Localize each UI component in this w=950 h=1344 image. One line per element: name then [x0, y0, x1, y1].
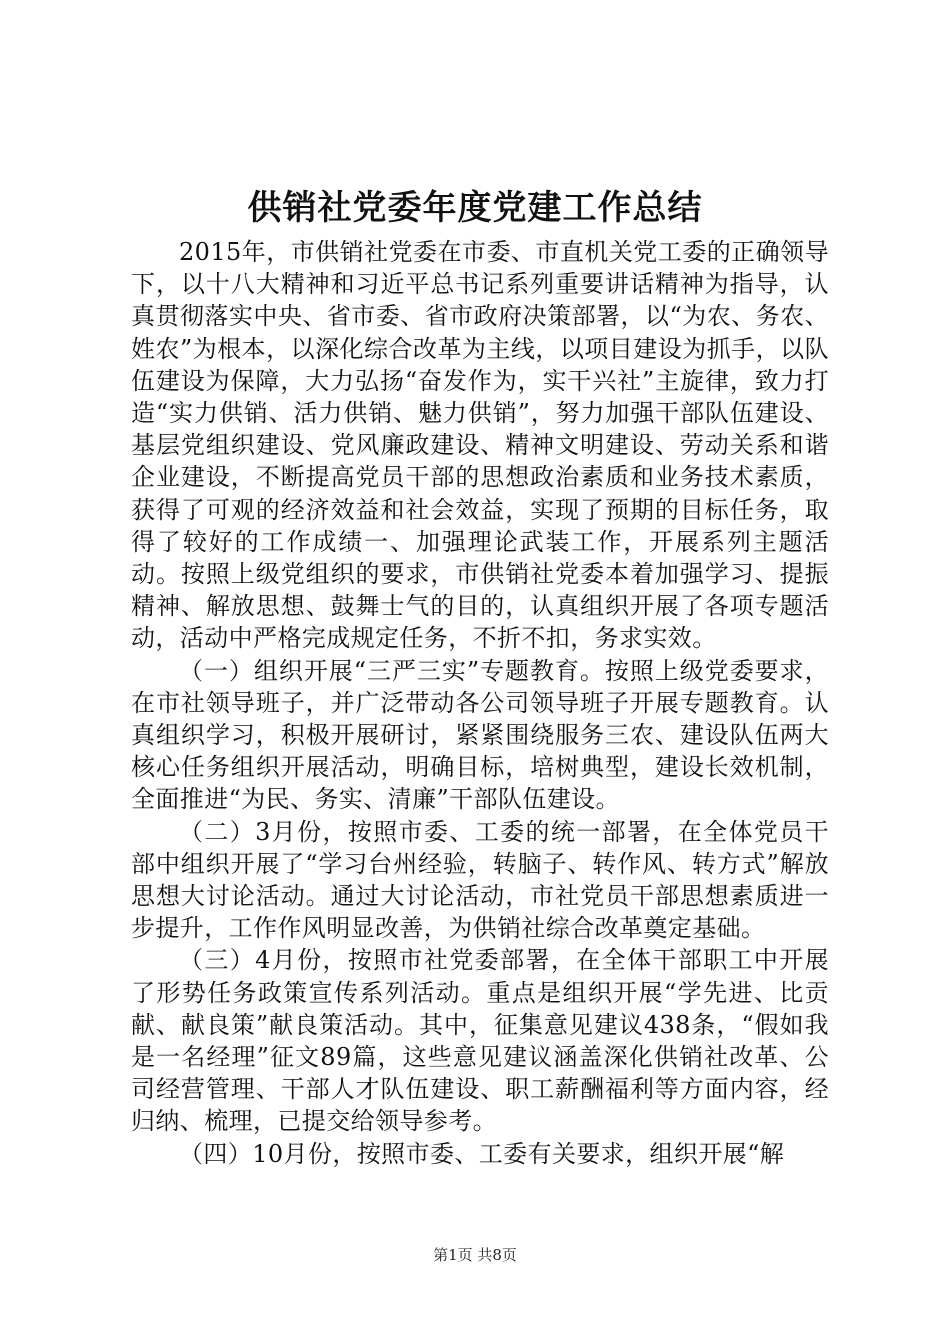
paragraph-item-3: （三）4月份，按照市社党委部署，在全体干部职工中开展了形势任务政策宣传系列活动。重点是组织开展“学先进、比贡献、献良策”献良策活动。其中，征集意见建议438条，“假如我是一名经理”征文89篇，这些意见建议涵盖深化供销社改革、公司经营管理、干部人才队伍建设、职工薪酬福利等方面内容，经归纳、梳理，已提交给领导参考。	[131, 946, 829, 1136]
paragraph-item-4: （四）10月份，按照市委、工委有关要求，组织开展“解	[179, 1139, 785, 1168]
paragraph-item-1: （一）组织开展“三严三实”专题教育。按照上级党委要求，在市社领导班子，并广泛带动各公司领导班子开展专题教育。认真组织学习，积极开展研讨，紧紧围绕服务三农、建设队伍两大核心任务组织开展活动，明确目标，培树典型，建设长效机制，全面推进“为民、务实、清廉”干部队伍建设。	[131, 656, 829, 814]
page-number-footer: 第1页 共8页	[433, 1246, 517, 1264]
document-title: 供销社党委年度党建工作总结	[247, 188, 703, 228]
paragraph-item-2: （二）3月份，按照市委、工委的统一部署，在全体党员干部中组织开展了“学习台州经验，转脑子、转作风、转方式”解放思想大讨论活动。通过大讨论活动，市社党员干部思想素质进一步提升，工作作风明显改善，为供销社综合改革奠定基础。	[131, 817, 829, 943]
document-body	[131, 236, 829, 1170]
paragraph-intro: 2015年，市供销社党委在市委、市直机关党工委的正确领导下，以十八大精神和习近平总书记系列重要讲话精神为指导，认真贯彻落实中央、省市委、省市政府决策部署，以“为农、务农、姓农”为根本，以深化综合改革为主线，以项目建设为抓手，以队伍建设为保障，大力弘扬“奋发作为，实干兴社”主旋律，致力打造“实力供销、活力供销、魅力供销”，努力加强干部队伍建设、基层党组织建设、党风廉政建设、精神文明建设、劳动关系和谐企业建设，不断提高党员干部的思想政治素质和业务技术素质，获得了可观的经济效益和社会效益，实现了预期的目标任务，取得了较好的工作成绩一、加强理论武装工作，开展系列主题活动。按照上级党组织的要求，市供销社党委本着加强学习、提振精神、解放思想、鼓舞士气的目的，认真组织开展了各项专题活动，活动中严格完成规定任务，不折不扣，务求实效。	[131, 238, 829, 653]
